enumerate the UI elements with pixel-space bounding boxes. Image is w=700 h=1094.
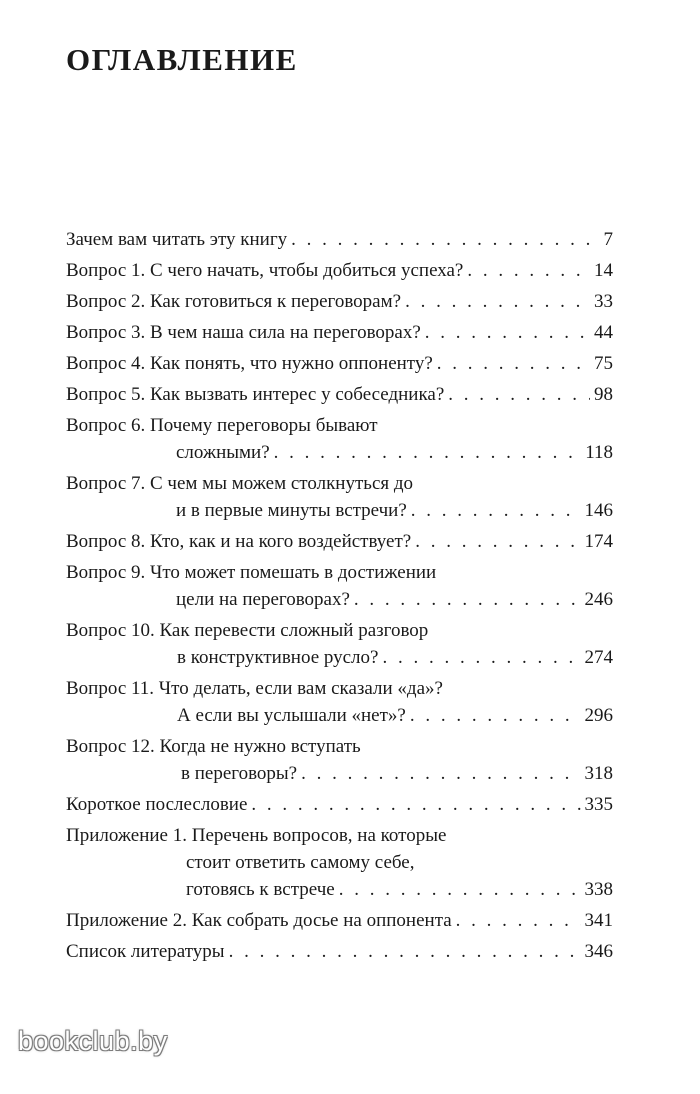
toc-entry [66, 907, 613, 934]
toc-entry-page: 146 [584, 500, 613, 521]
toc-entry-title: Вопрос 12. Когда не нужно вступать [66, 736, 361, 757]
toc-entry [66, 319, 613, 346]
dot-leader [410, 702, 581, 729]
toc-entry-page: 341 [584, 910, 613, 931]
toc-entry-page: 118 [585, 442, 613, 463]
toc-entry-title-continued: сложными? [176, 442, 270, 463]
watermark: bookclub.by [18, 1026, 168, 1056]
dot-leader [448, 381, 590, 408]
toc-entry [66, 350, 613, 377]
toc-entry-title: Вопрос 4. Как понять, что нужно оппоненту? [66, 353, 433, 374]
dot-leader [274, 439, 582, 466]
toc-entry [66, 257, 613, 284]
toc-entry-title: Зачем вам читать эту книгу [66, 229, 288, 250]
toc-entry-title: Вопрос 6. Почему переговоры бывают [66, 415, 378, 436]
page-title: ОГЛАВЛЕНИЕ [66, 42, 298, 77]
dot-leader [229, 938, 581, 965]
dot-leader [467, 257, 590, 284]
toc-entry-title: Короткое послесловие [66, 794, 248, 815]
toc-entry-page: 274 [584, 647, 613, 668]
toc-entry [66, 412, 613, 466]
toc-entry [66, 381, 613, 408]
toc-entry [66, 617, 613, 671]
toc-entry-page: 98 [594, 384, 613, 405]
toc-entry-page: 44 [594, 322, 613, 343]
toc-entry-title: Вопрос 1. С чего начать, чтобы добиться успеха? [66, 260, 464, 281]
toc-entry-title: Вопрос 9. Что может помешать в достижении [66, 562, 437, 583]
toc-entry-page: 335 [584, 794, 613, 815]
table-of-contents [66, 226, 613, 969]
toc-entry-page: 14 [594, 260, 613, 281]
toc-entry-title-continued: А если вы услышали «нет»? [177, 705, 406, 726]
toc-entry-title-continued: готовясь к встрече [186, 879, 335, 900]
toc-entry-page: 7 [603, 229, 613, 250]
toc-entry [66, 791, 613, 818]
dot-leader [339, 876, 581, 903]
toc-entry-page: 174 [584, 531, 613, 552]
toc-entry [66, 470, 613, 524]
dot-leader [456, 907, 581, 934]
toc-entry [66, 822, 613, 903]
toc-entry-title: Приложение 2. Как собрать досье на оппонента [66, 910, 452, 931]
toc-entry-title: Приложение 1. Перечень вопросов, на которые [66, 825, 447, 846]
dot-leader [437, 350, 590, 377]
toc-entry [66, 288, 613, 315]
toc-entry-title-continued: и в первые минуты встречи? [176, 500, 407, 521]
toc-entry-page: 338 [584, 879, 613, 900]
toc-entry-page: 318 [584, 763, 613, 784]
dot-leader [411, 497, 581, 524]
toc-entry [66, 675, 613, 729]
toc-entry-page: 296 [584, 705, 613, 726]
toc-entry-page: 75 [594, 353, 613, 374]
toc-entry-title: Список литературы [66, 941, 225, 962]
toc-entry [66, 559, 613, 613]
toc-entry-page: 246 [584, 589, 613, 610]
toc-entry-title: Вопрос 11. Что делать, если вам сказали «да»? [66, 678, 443, 699]
dot-leader [425, 319, 590, 346]
toc-entry-title-continued: цели на переговорах? [176, 589, 350, 610]
toc-entry-title: Вопрос 5. Как вызвать интерес у собеседника? [66, 384, 445, 405]
dot-leader [405, 288, 590, 315]
toc-entry-title: Вопрос 7. С чем мы можем столкнуться до [66, 473, 414, 494]
toc-entry-page: 346 [584, 941, 613, 962]
toc-entry [66, 528, 613, 555]
toc-entry [66, 733, 613, 787]
toc-entry-title-continued: стоит ответить самому себе, [186, 852, 415, 873]
toc-entry-title-continued: в конструктивное русло? [177, 647, 379, 668]
toc-entry [66, 938, 613, 965]
toc-entry-title: Вопрос 2. Как готовиться к переговорам? [66, 291, 402, 312]
dot-leader [415, 528, 580, 555]
dot-leader [301, 760, 580, 787]
dot-leader [382, 644, 580, 671]
toc-entry [66, 226, 613, 253]
toc-entry-title: Вопрос 3. В чем наша сила на переговорах? [66, 322, 421, 343]
dot-leader [354, 586, 581, 613]
toc-entry-title: Вопрос 8. Кто, как и на кого воздействует? [66, 531, 412, 552]
dot-leader [291, 226, 599, 253]
toc-entry-page: 33 [594, 291, 613, 312]
toc-entry-title-continued: в переговоры? [181, 763, 298, 784]
toc-entry-title: Вопрос 10. Как перевести сложный разговор [66, 620, 429, 641]
dot-leader [251, 791, 580, 818]
